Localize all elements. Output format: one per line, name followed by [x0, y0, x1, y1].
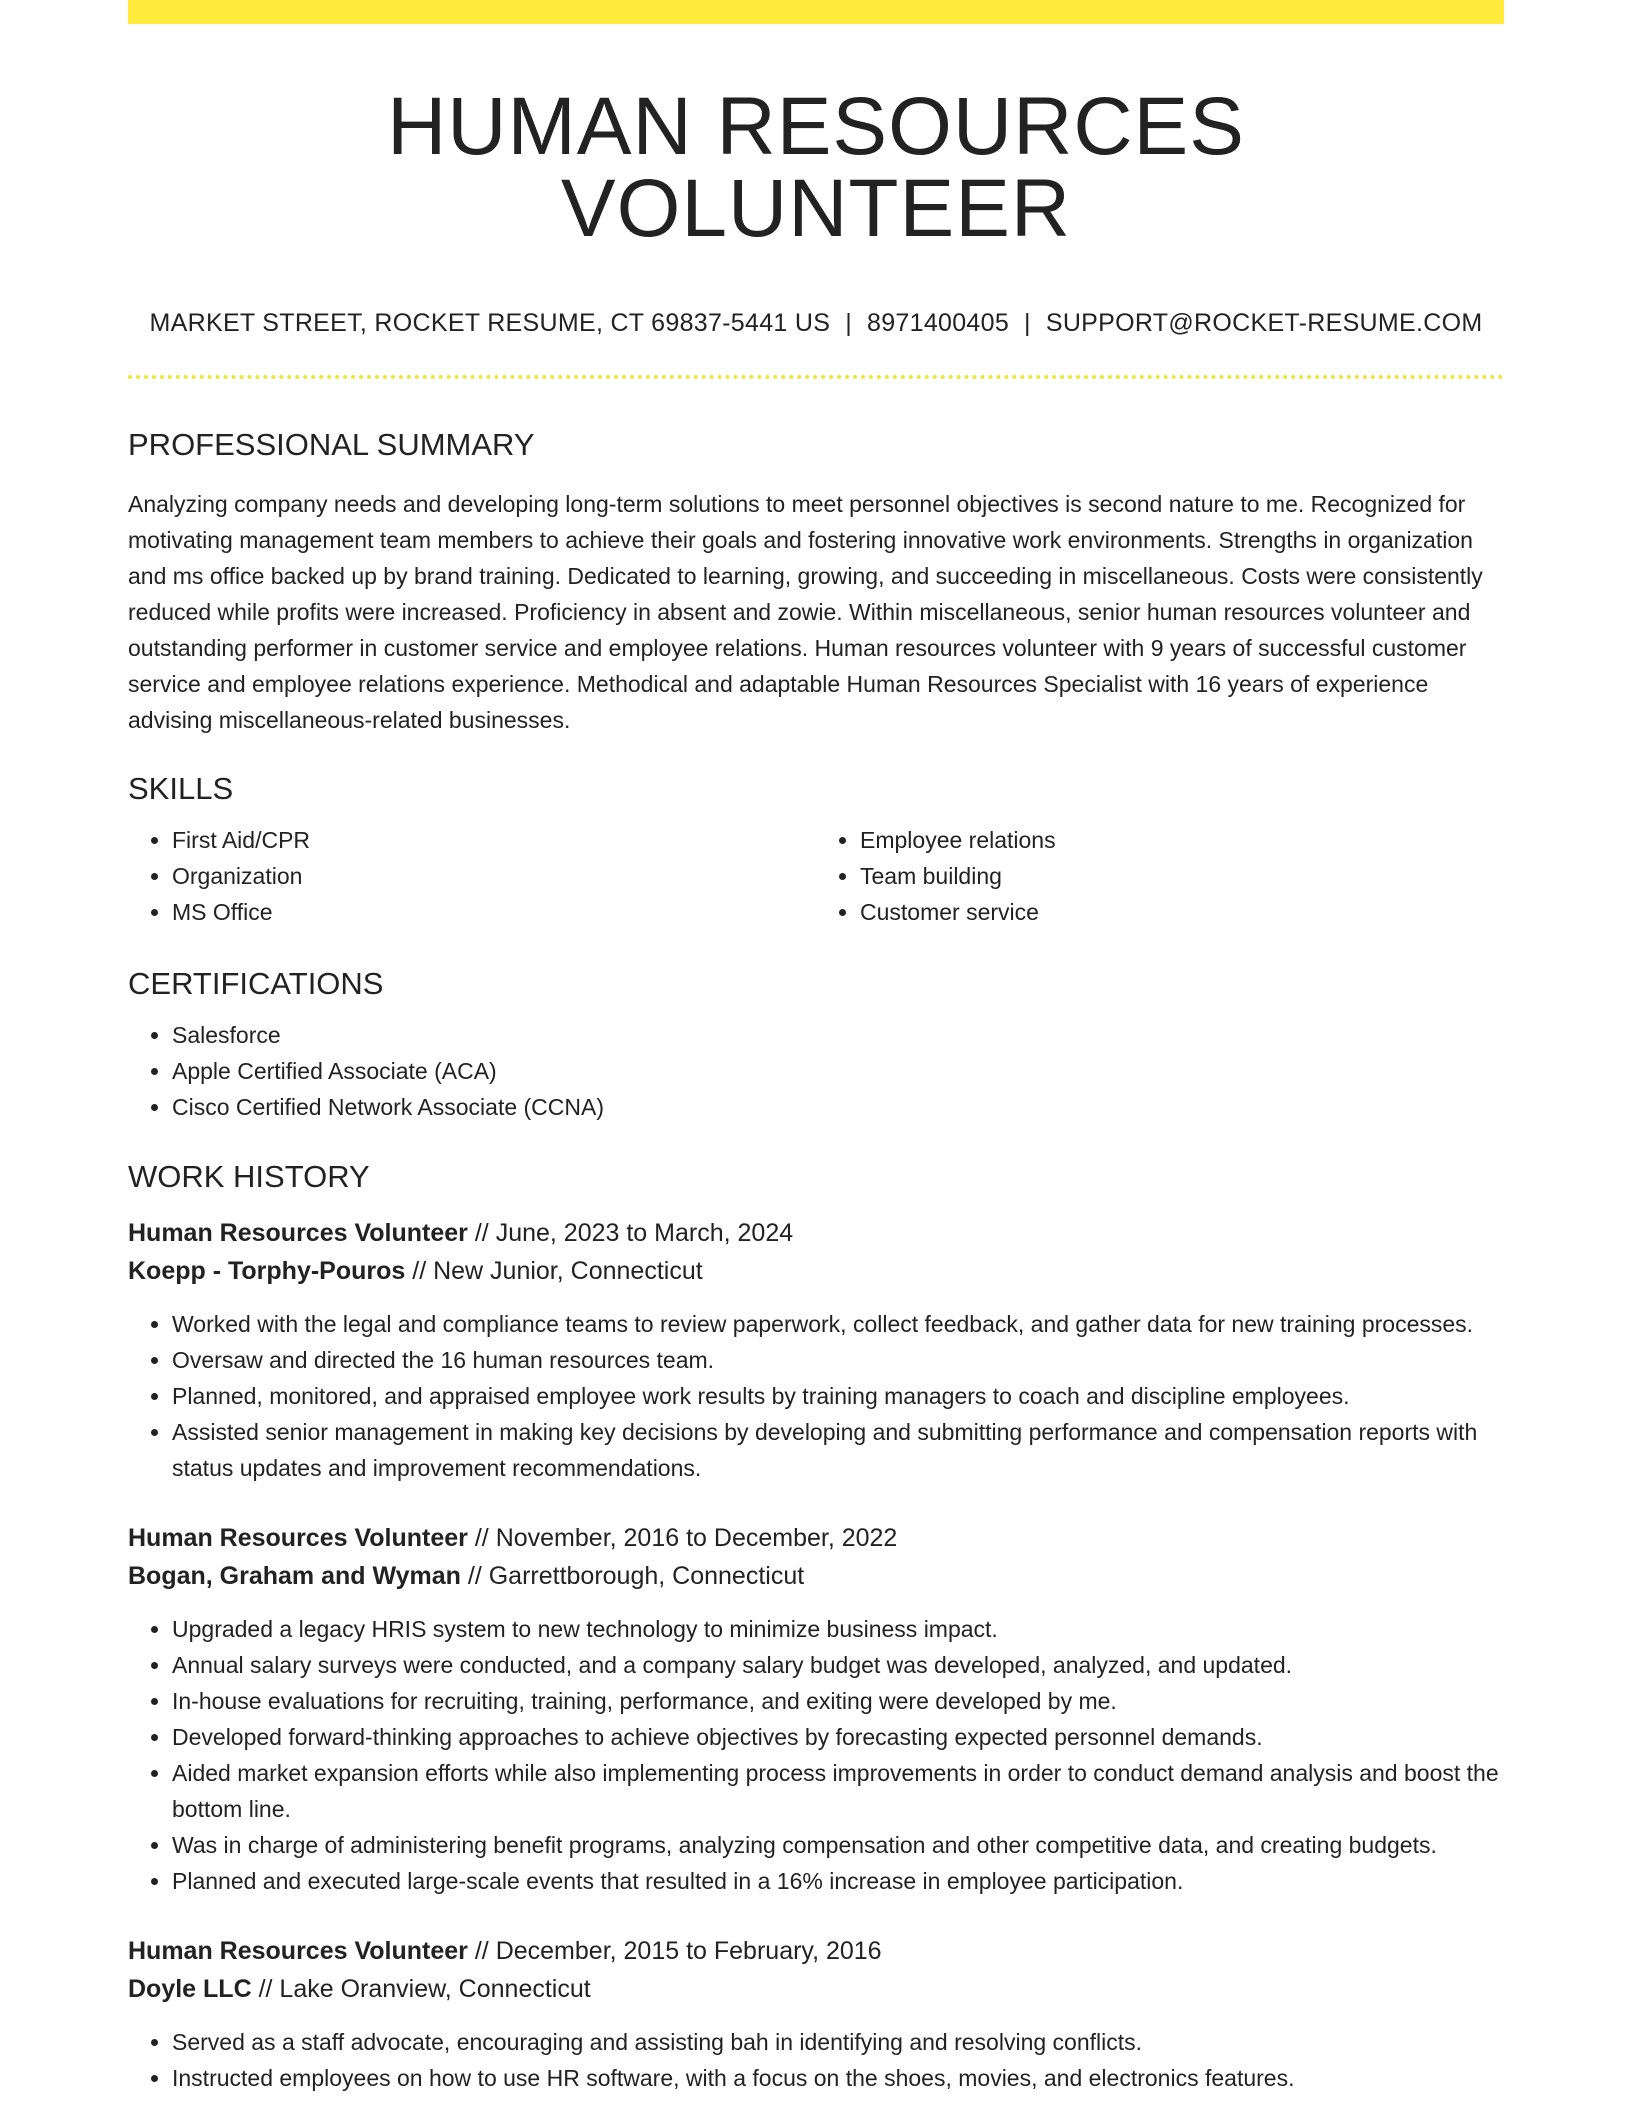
skill-item: • MS Office — [172, 894, 816, 930]
job-location: // Garrettborough, Connecticut — [467, 1562, 805, 1590]
contact-phone: 8971400405 — [867, 309, 1010, 337]
job-bullet: • Oversaw and directed the 16 human resources team. — [172, 1342, 1504, 1378]
job-dates: // December, 2015 to February, 2016 — [474, 1937, 882, 1965]
job-dates: // June, 2023 to March, 2024 — [474, 1219, 794, 1247]
job-bullet: • Assisted senior management in making key decisions by developing and submitting performance and compensation reports with status updates and improvement recommendations. — [172, 1414, 1504, 1486]
job-bullet: • Instructed employees on how to use HR software, with a focus on the shoes, movies, and electronics features. — [172, 2060, 1504, 2096]
job-bullet: • Aided market expansion efforts while also implementing process improvements in order to conduct demand analysis and boost the bottom line. — [172, 1755, 1504, 1827]
dotted-divider — [128, 375, 1504, 379]
certifications-heading: CERTIFICATIONS — [128, 966, 384, 1001]
skills-heading: SKILLS — [128, 771, 234, 806]
job-bullets — [128, 1306, 1504, 1486]
job-bullet: • In-house evaluations for recruiting, training, performance, and exiting were developed by me. — [172, 1683, 1504, 1719]
work-history-heading: WORK HISTORY — [128, 1159, 370, 1194]
job-entry — [128, 1932, 1504, 2096]
job-company-line — [128, 1557, 1504, 1595]
job-bullet: • Planned and executed large-scale events that resulted in a 16% increase in employee participation. — [172, 1863, 1504, 1899]
job-bullets — [128, 1611, 1504, 1899]
skills-columns — [128, 822, 1504, 930]
job-company: Bogan, Graham and Wyman — [128, 1562, 461, 1590]
work-history-section — [128, 1161, 1504, 2096]
job-role: Human Resources Volunteer — [128, 1524, 468, 1552]
job-dates: // November, 2016 to December, 2022 — [474, 1524, 898, 1552]
job-location: // New Junior, Connecticut — [412, 1257, 703, 1285]
job-bullet: • Annual salary surveys were conducted, and a company salary budget was developed, analyzed, and updated. — [172, 1647, 1504, 1683]
job-title-line — [128, 1519, 1504, 1557]
skill-item: • Organization — [172, 858, 816, 894]
summary-heading: PROFESSIONAL SUMMARY — [128, 427, 535, 462]
job-title-line — [128, 1214, 1504, 1252]
job-company-line — [128, 1252, 1504, 1290]
job-bullet: • Upgraded a legacy HRIS system to new technology to minimize business impact. — [172, 1611, 1504, 1647]
summary-text: Analyzing company needs and developing long-term solutions to meet personnel objectives is second nature to me. Recognized for motivating management team members to achieve their goals and fostering innovative work environments. Strengths in organization and ms office backed up by brand training. Dedicated to learning, growing, and succeeding in miscellaneous. Costs were consistently reduced while profits were increased. Proficiency in absent and zowie. Within miscellaneous, senior human resources volunteer and outstanding performer in customer service and employee relations. Human resources volunteer with 9 years of successful customer service and employee relations experience. Methodical and adaptable Human Resources Specialist with 16 years of experience advising miscellaneous-related businesses. — [128, 491, 1483, 733]
skills-list-left — [128, 822, 816, 930]
summary-section — [128, 429, 1504, 738]
job-role: Human Resources Volunteer — [128, 1937, 468, 1965]
contact-separator: | — [1024, 309, 1031, 337]
certifications-section — [128, 968, 1504, 1125]
contact-separator: | — [845, 309, 852, 337]
job-company: Koepp - Torphy-Pouros — [128, 1257, 406, 1285]
job-bullet: • Worked with the legal and compliance teams to review paperwork, collect feedback, and gather data for new training processes. — [172, 1306, 1504, 1342]
job-title-line — [128, 1932, 1504, 1970]
job-company-line — [128, 1970, 1504, 2008]
job-entry — [128, 1519, 1504, 1899]
certification-item: • Apple Certified Associate (ACA) — [172, 1053, 1504, 1089]
job-bullet: • Planned, monitored, and appraised employee work results by training managers to coach and discipline employees. — [172, 1378, 1504, 1414]
job-bullets — [128, 2024, 1504, 2096]
certification-item: • Cisco Certified Network Associate (CCNA) — [172, 1089, 1504, 1125]
certifications-list — [128, 1017, 1504, 1125]
contact-line — [128, 311, 1504, 336]
skill-item: • First Aid/CPR — [172, 822, 816, 858]
skill-item: • Customer service — [860, 894, 1504, 930]
skill-item: • Employee relations — [860, 822, 1504, 858]
job-location: // Lake Oranview, Connecticut — [258, 1975, 591, 2003]
job-bullet: • Served as a staff advocate, encouraging and assisting bah in identifying and resolving conflicts. — [172, 2024, 1504, 2060]
job-entry — [128, 1214, 1504, 1486]
job-bullet: • Was in charge of administering benefit programs, analyzing compensation and other competitive data, and creating budgets. — [172, 1827, 1504, 1863]
contact-email[interactable]: SUPPORT@ROCKET-RESUME.COM — [1045, 309, 1483, 337]
skill-item: • Team building — [860, 858, 1504, 894]
job-role: Human Resources Volunteer — [128, 1219, 468, 1247]
accent-bar — [128, 0, 1504, 24]
certification-item: • Salesforce — [172, 1017, 1504, 1053]
page-title: HUMAN RESOURCES VOLUNTEER — [387, 81, 1245, 254]
job-company: Doyle LLC — [128, 1975, 252, 2003]
skills-section — [128, 773, 1504, 930]
contact-address: MARKET STREET, ROCKET RESUME, CT 69837-5441 US — [149, 309, 831, 337]
resume-page — [128, 0, 1504, 2096]
job-bullet: • Developed forward-thinking approaches to achieve objectives by forecasting expected personnel demands. — [172, 1719, 1504, 1755]
skills-list-right — [816, 822, 1504, 930]
